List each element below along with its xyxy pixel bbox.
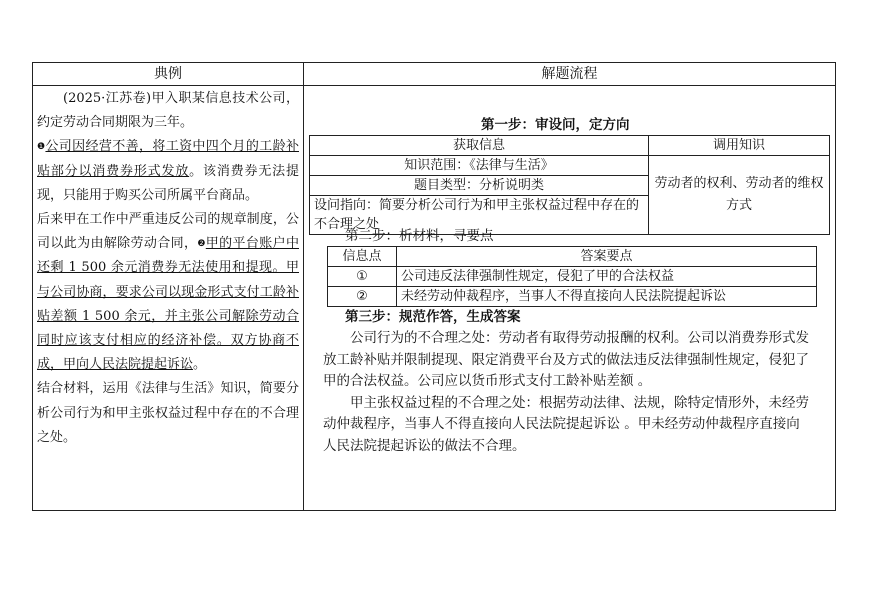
marker-1-icon: ❶ — [37, 142, 46, 153]
example-text — [37, 87, 299, 450]
step2-row-1-text: 公司违反法律强制性规定，侵犯了甲的合法权益 — [397, 267, 817, 287]
underlined-text-1: 公司因经营不善，将工资中四个月的工龄补贴部分以消费券形式发放 — [37, 139, 299, 179]
example-para-3-end: 。 — [193, 357, 207, 373]
step2-table — [327, 246, 817, 307]
process-panel — [307, 86, 835, 510]
example-para-3 — [37, 208, 299, 377]
header-process: 解题流程 — [541, 66, 598, 82]
step1-row-type: 题目类型：分析说明类 — [310, 176, 649, 196]
header-example: 典例 — [154, 66, 182, 82]
example-para-2 — [37, 135, 299, 208]
underlined-text-2: 甲的平台账户中还剩 1 500 余元消费券无法使用和提现。甲与公司协商，要求公司以现金形式支付工龄补贴差额 1 500 余元，并主张公司解除劳动合同时应该支付相应的经济补偿。双方协商不成，甲向人民法院提起诉讼 — [37, 236, 299, 373]
step2-row-2-num: ② — [328, 287, 397, 307]
step3-title: 第三步：规范作答，生成答案 — [345, 309, 521, 325]
step1-col-info: 获取信息 — [310, 136, 649, 156]
step3-answer — [323, 328, 813, 457]
step1-table — [309, 135, 830, 235]
step2-col-point: 信息点 — [328, 247, 397, 267]
example-question: 结合材料，运用《法律与生活》知识，简要分析公司行为和甲主张权益过程中存在的不合理之处。 — [37, 381, 299, 445]
answer-employee: 甲主张权益过程的不合理之处：根据劳动法律、法规，除特定情形外，未经劳动仲裁程序，当事人不得直接向人民法院提起诉讼 。甲未经劳动仲裁程序直接向人民法院提起诉讼的做法不合理。 — [323, 394, 809, 454]
example-intro: (2025·江苏卷)甲入职某信息技术公司，约定劳动合同期限为三年。 — [37, 91, 299, 131]
column-divider — [303, 63, 304, 510]
step2-row-2-text: 未经劳动仲裁程序，当事人不得直接向人民法院提起诉讼 — [397, 287, 817, 307]
step1-col-knowledge: 调用知识 — [649, 136, 830, 156]
step1-row-scope: 知识范围：《法律与生活》 — [310, 156, 649, 176]
step1-knowledge: 劳动者的权利、劳动者的维权方式 — [649, 156, 830, 235]
answer-company: 公司行为的不合理之处：劳动者有取得劳动报酬的权利。公司以消费券形式发放工龄补贴并限制提现、限定消费平台及方式的做法违反法律强制性规定，侵犯了甲的合法权益。公司应以货币形式支付工龄补贴差额 。 — [323, 330, 809, 389]
step2-row-1-num: ① — [328, 267, 397, 287]
step2-col-answer: 答案要点 — [397, 247, 817, 267]
example-table — [32, 62, 836, 511]
step1-row-direction: 设问指向：简要分析公司行为和甲主张权益过程中存在的不合理之处 — [310, 196, 649, 235]
example-para-2-rest: 。该消费券无法提现，只能用于购买公司所属平台商品。 — [37, 163, 299, 203]
step2-title: 第二步：析材料，寻要点 — [345, 228, 494, 244]
example-para-3-start: 后来甲在工作中严重违反公司的规章制度，公司以此为由解除劳动合同， — [37, 212, 299, 252]
step1-title: 第一步：审设问，定方向 — [481, 117, 630, 133]
marker-2-icon: ❷ — [197, 239, 206, 250]
